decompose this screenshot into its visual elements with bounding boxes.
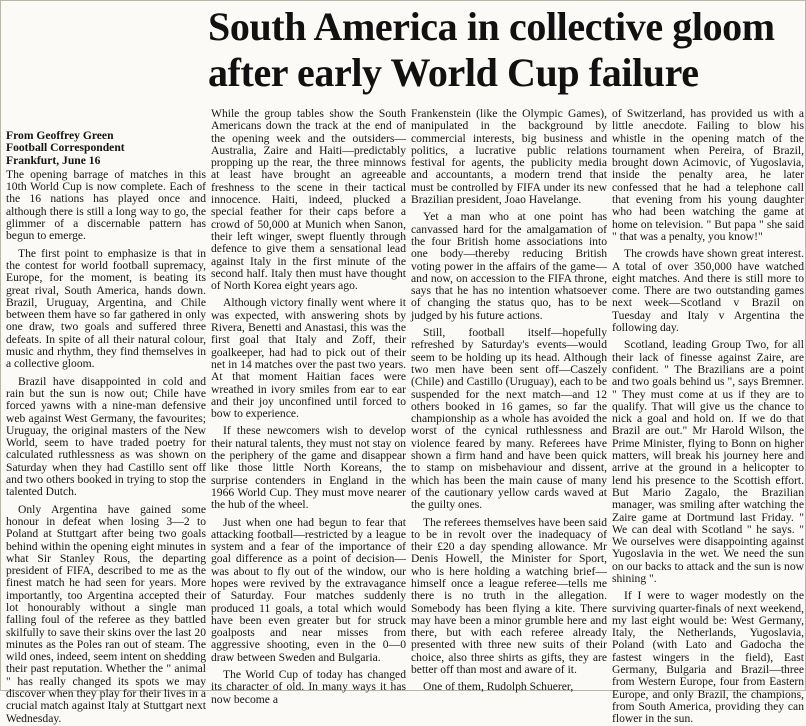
- paragraph: Scotland, leading Group Two, for all their lack of finesse against Zaire, are confident. " The Brazilians are a point and two goals behind us ", says Bremner. " They must come at us if they are to qualify. That will give us the chance to nick a goal and hold on. If we do that Brazil are out." Mr Harold Wilson, the Prime Minister, flying to Bonn on higher matters, will break his journey here and arrive at the ground in a helicopter to lend his presence to the Scottish effort. But Mario Zagalo, the Brazilian manager, was smiling after watching the Zaire game at Dortmund last Friday. " We can deal with Scotland " he says. " We ourselves were disappointing against Yugoslavia in the wet. We need the sun on our backs to attack and the sun is now shining ".: [612, 338, 804, 585]
- column-2: [211, 107, 406, 706]
- paragraph: Still, football itself—hopefully refreshed by Saturday's events—would seem to be holding up its head. Although two men have been sent off—Caszely (Chile) and Castillo (Uruguay), each to be suspended for the next match—and 12 others booked in 16 games, so far the championship as a whole has avoided the worst of the cynical ruthlessness and violence feared by many. Referees have shown a firm hand and have been quick to stamp on misbehaviour and dissent, which has been the main cause of many of the cautionary yellow cards waved at the guilty ones.: [411, 326, 607, 512]
- headline-line-1: South America in collective gloom: [208, 4, 775, 49]
- paragraph: The World Cup of today has changed its character of old. In many ways it has now become a: [211, 668, 406, 706]
- paragraph: The opening barrage of matches in this 10th World Cup is now complete. Each of the 16 nations has played once and although there is still a long way to go, the glimmer of a discernable pattern has begun to emerge.: [6, 167, 206, 243]
- paragraph: If I were to wager modestly on the surviving quarter-finals of next weekend, my last eight would be: West Germany, Italy, the Netherlands, Yugoslavia, Poland (with Lato and Gadocha the fastest wingers in the field), East Germany, Bulgaria and Brazil—three from Western Europe, four from Eastern Europe, and only Brazil, the champions, from South America, providing they can flower in the sun.: [612, 589, 804, 726]
- byline-role: Football Correspondent: [6, 141, 125, 155]
- headline-line-2: after early World Cup failure: [208, 50, 699, 95]
- byline-dateline: Frankfurt, June 16: [6, 153, 101, 167]
- byline-author: From Geoffrey Green: [6, 129, 114, 142]
- paragraph: The crowds have shown great interest. A total of over 350,000 have watched eight matches. And there is still more to come. There are two outstanding games next week—Scotland v Brazil on Tuesday and Italy v Argentina the following day.: [612, 247, 804, 335]
- paragraph: Frankenstein (like the Olympic Games), manipulated in the background by commercial interests, big business and politics, a lucrative public relations festival for agents, the publicity media and accountants, a modern trend that must be controlled by FIFA under its new Brazilian president, Joao Havelange.: [411, 107, 607, 207]
- paragraph: Only Argentina have gained some honour in defeat when losing 3—2 to Poland at Stuttgart after being two goals behind within the opening eight minutes in what Sir Stanley Rous, the departing president of FIFA, described to me as the finest match he had seen for years. More importantly, too Argentina accepted their lot honourably without a single man falling foul of the referee as they battled skilfully to save their skins over the last 20 minutes as the Poles ran out of steam. The wild ones, indeed, seem intent on shedding their past reputation. Whether the " animal " has really changed its spots we may discover when they play for their lives in a crucial match against Italy at Stuttgart next Wednesday.: [6, 502, 206, 725]
- paragraph: Although victory finally went where it was expected, with answering shots by Rivera, Benetti and Anastasi, this was the first goal that Italy and Zoff, their goalkeeper, had had to pick out of their net in 14 matches over the past two years. At that moment Haitian faces were wreathed in ivory smiles from ear to ear and their joy unconfined until forced to bow to experience.: [211, 296, 406, 421]
- headline: [208, 4, 804, 96]
- paragraph: The referees themselves have been said to be in revolt over the inadequacy of their £20 a day spending allowance. Mr Denis Howell, the Minister for Sport, who is here holding a watching brief—himself once a league referee—tells me there is no truth in the allegation. Somebody has been flying a kite. There may have been a minor grumble here and there, but with each referee already presented with three new suits of their choice, also three shirts as gifts, they are better off than most and aware of it.: [411, 515, 607, 677]
- byline: [6, 130, 206, 167]
- paragraph: of Switzerland, has provided us with a little anecdote. Failing to blow his whistle in the opening match of the tournament when Pereira, of Brazil, brought down Acimovic, of Yugoslavia, inside the penalty area, he later confessed that he had a telephone call that evening from his young daughter who had been watching the game at home on television. " But papa " she said " that was a penalty, you know!": [612, 107, 804, 243]
- paragraph: While the group tables show the South Americans down the track at the end of the opening week and the outsiders—Australia, Zaire and Haiti—predictably propping up the rear, the three minnows at least have brought an agreeable freshness to the scene in their tactical innocence. Haiti, indeed, plucked a special feather for their caps before a crowd of 50,000 at Munich when Sanon, their left winger, swept fluently through defence to give them a sensational lead against Italy in the first minute of the second half. Italy then must have thought of North Korea eight years ago.: [211, 107, 406, 293]
- paragraph: The first point to emphasize is that in the contest for world football supremacy, Europe, for the moment, is beating its great rival, South America, hands down. Brazil, Uruguay, Argentina, and Chile between them have so far gathered in only one draw, two goals and suffered three defeats. In spite of all their natural colour, music and rhythm, they find themselves in a collective gloom.: [6, 246, 206, 371]
- column-4: [612, 107, 804, 726]
- paragraph: One of them, Rudolph Schuerer,: [423, 680, 574, 694]
- column-1: [6, 129, 206, 725]
- column-3: [411, 107, 607, 694]
- paragraph: Just when one had begun to fear that attacking football—restricted by a league system and a fear of the importance of goal difference as a point of decision—was about to fly out of the window, our hopes were revived by the extravagance of Saturday. Four matches suddenly produced 11 goals, a total which would have been even greater but for struck goalposts and near misses from aggressive shooting, even in the 0—0 draw between Sweden and Bulgaria.: [211, 515, 406, 664]
- paragraph: Yet a man who at one point has canvassed hard for the amalgamation of the four British home associations into one body—thereby reducing British voting power in the affairs of the game—and now, on accession to the FIFA throne, says that he has no intention whatsoever of changing the status quo, has to be judged by his future actions.: [411, 210, 607, 322]
- paragraph: Brazil have disappointed in cold and rain but the sun is now out; Chile have forced yawns with a nine-man defensive web against West Germany, the favourites; Uruguay, the original masters of the New World, seem to have traded poetry for calculated ruthlessness as was shown on Saturday when they had Castillo sent off and two others booked in trying to stop the talented Dutch.: [6, 374, 206, 499]
- paragraph: If these newcomers wish to develop their natural talents, they must not stay on the periphery of the game and disappear like those little North Koreans, the surprise contenders in England in the 1966 World Cup. They must move nearer the hub of the wheel.: [211, 424, 406, 512]
